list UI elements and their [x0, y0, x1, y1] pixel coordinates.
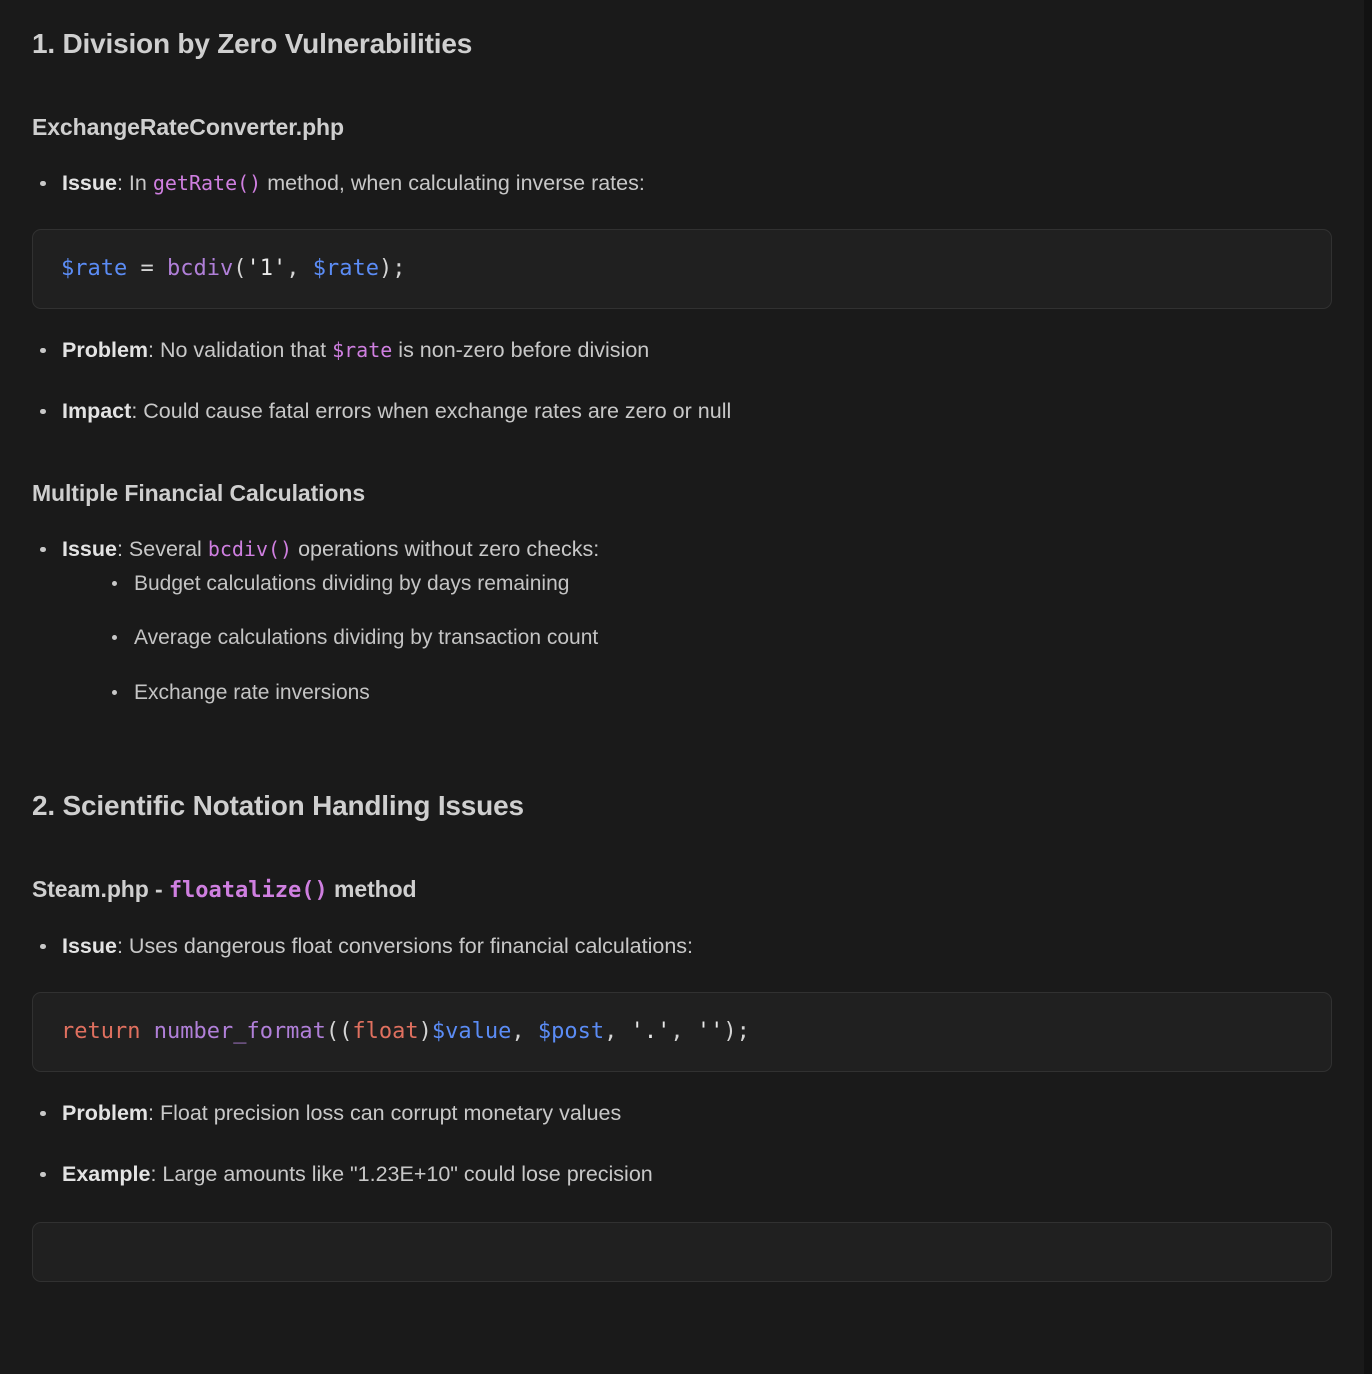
code-token [154, 256, 167, 281]
bullet-lead-label: Problem [62, 337, 149, 362]
code-token [299, 256, 312, 281]
heading-text-after: method [327, 876, 417, 903]
code-token: '.' [630, 1018, 671, 1044]
problem-impact-list-1 [32, 309, 1332, 427]
code-token: ( [339, 1018, 353, 1044]
bullet-text-before: : In [116, 170, 153, 195]
code-token: , [604, 1018, 618, 1044]
subsection-heading-exchange-rate-converter: ExchangeRateConverter.php [32, 114, 344, 140]
bullet-lead-label: Issue [62, 536, 117, 561]
list-item-problem-1 [32, 335, 1332, 366]
bullet-text-before: : No validation that [148, 337, 333, 362]
list-item-nested-exchange [104, 678, 1332, 708]
bullet-text-before: : Could cause fatal errors when exchange rates are zero or null [131, 398, 732, 423]
code-token: ) [418, 1018, 432, 1044]
bullet-lead-label: Impact [62, 398, 132, 423]
code-token [127, 256, 140, 281]
issue-list-3 [32, 905, 1332, 962]
code-token: , [286, 255, 300, 281]
code-token: float [352, 1018, 419, 1044]
code-token: , [511, 1018, 525, 1044]
code-token: $post [537, 1018, 605, 1044]
bullet-text-after: operations without zero checks: [292, 536, 600, 561]
list-item-issue-1 [32, 168, 1332, 199]
list-item-problem-2 [32, 1098, 1332, 1129]
bullet-text-after: is non-zero before division [392, 337, 650, 362]
nested-bullet-text: Exchange rate inversions [134, 680, 370, 704]
nested-bullet-text: Budget calculations dividing by days remaining [134, 571, 570, 595]
inline-code-floatalize: floatalize() [168, 878, 328, 904]
heading-text-before: Steam.php - [32, 876, 169, 903]
bullet-text-before: : Uses dangerous float conversions for financial calculations: [116, 933, 694, 958]
code-token: '' [696, 1018, 724, 1044]
code-token [140, 1019, 153, 1044]
bullet-text-before: : Several [116, 536, 208, 561]
code-token: ; [736, 1018, 750, 1044]
code-token: ( [325, 1018, 340, 1044]
code-token: bcdiv [166, 255, 234, 281]
list-item-nested-budget [104, 569, 1332, 599]
code-token: ) [378, 255, 393, 281]
code-block-content [61, 1017, 1303, 1047]
bullet-text-before: : Large amounts like "1.23E+10" could lose precision [150, 1161, 653, 1186]
code-token: '1' [246, 255, 287, 281]
subsection-heading-multiple-financial-calculations: Multiple Financial Calculations [32, 479, 366, 506]
list-item-issue-3 [32, 931, 1332, 962]
code-token: = [140, 255, 154, 281]
code-block-content [61, 254, 1303, 284]
code-token: , [670, 1018, 684, 1044]
code-token: return [61, 1018, 141, 1044]
inline-code-bcdiv: bcdiv() [207, 536, 293, 561]
code-tokens-1 [61, 256, 405, 281]
code-token [525, 1019, 538, 1044]
code-tokens-2 [61, 1019, 750, 1044]
code-token: ) [723, 1018, 737, 1044]
bullet-lead-label: Problem [62, 1100, 149, 1125]
list-item-nested-average [104, 623, 1332, 653]
bullet-text-before: : Float precision loss can corrupt monetary values [148, 1100, 622, 1125]
inline-code-get-rate: getRate() [152, 170, 262, 195]
code-token: ( [233, 255, 247, 281]
issue-list-1 [32, 142, 1332, 199]
list-item-issue-2 [32, 534, 1332, 708]
code-block-number-format [32, 992, 1332, 1072]
code-block-partial-below-fold [32, 1222, 1332, 1282]
inline-code-rate-var: $rate [332, 337, 393, 362]
bullet-lead-label: Example [62, 1161, 151, 1186]
code-token: $rate [312, 255, 379, 281]
bullet-text-after: method, when calculating inverse rates: [261, 170, 645, 195]
problem-example-list-2 [32, 1072, 1332, 1190]
code-token: number_format [153, 1018, 326, 1044]
code-token: ; [392, 255, 406, 281]
code-token [684, 1019, 697, 1044]
subsection-heading-steam-php [32, 823, 1332, 905]
code-token: $value [431, 1018, 512, 1044]
nested-bullet-list [62, 569, 1332, 708]
list-item-example-2 [32, 1159, 1332, 1190]
bullet-lead-label: Issue [62, 170, 117, 195]
issue-list-2 [32, 508, 1332, 708]
code-token [617, 1019, 630, 1044]
bullet-lead-label: Issue [62, 933, 117, 958]
section-heading-1: 1. Division by Zero Vulnerabilities [32, 28, 473, 59]
code-block-bcdiv [32, 229, 1332, 309]
list-item-impact-1 [32, 396, 1332, 427]
code-token: $rate [61, 255, 128, 281]
nested-bullet-text: Average calculations dividing by transaction count [134, 626, 599, 650]
scrollbar-gutter[interactable] [1364, 0, 1372, 1374]
section-heading-2: 2. Scientific Notation Handling Issues [32, 790, 524, 822]
